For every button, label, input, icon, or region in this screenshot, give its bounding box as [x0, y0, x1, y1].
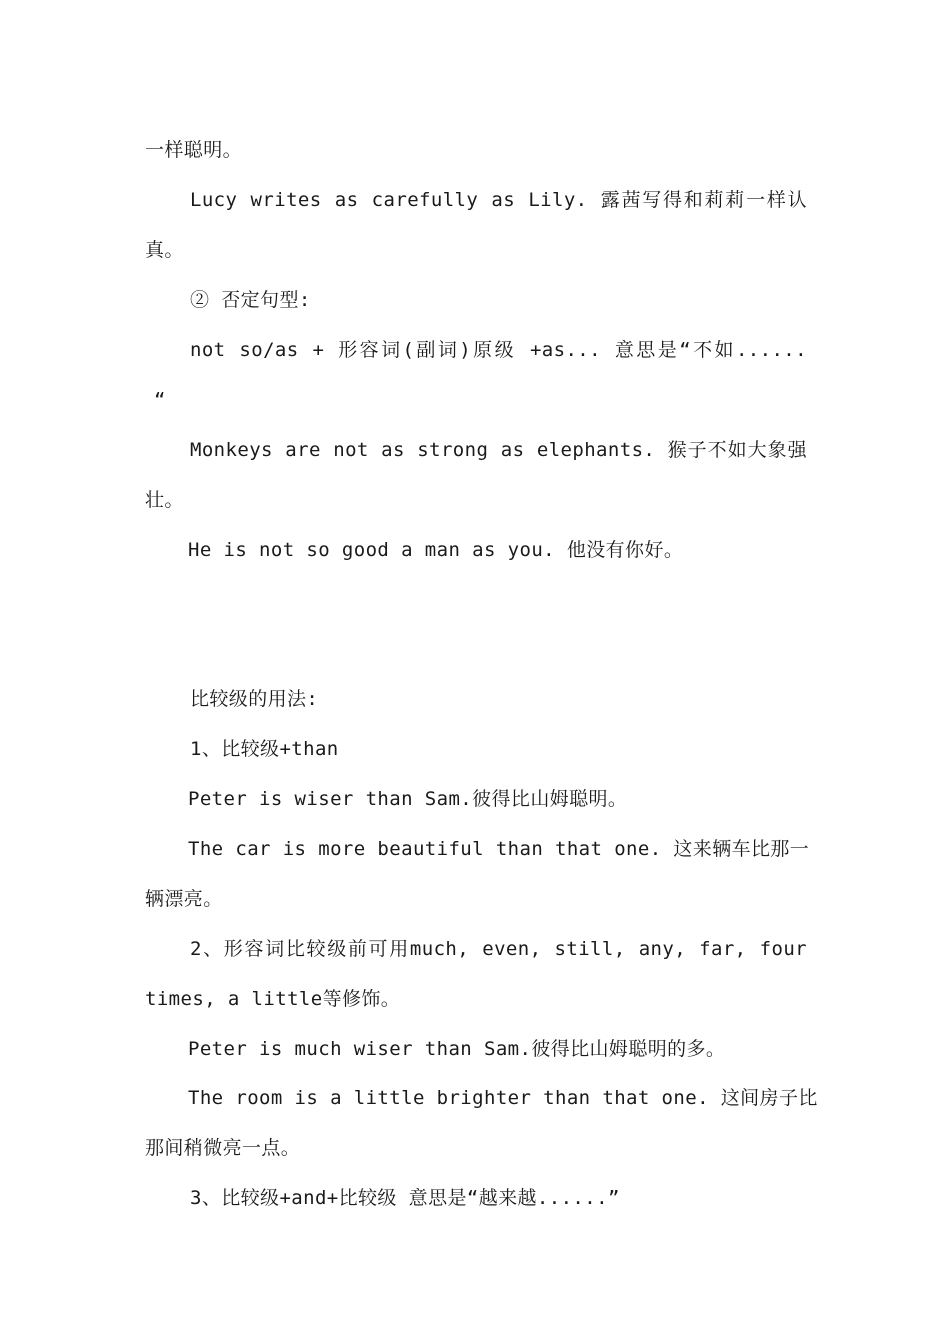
text-line: 那间稍微亮一点。 — [145, 1137, 301, 1159]
text-line: 壮。 — [145, 489, 184, 511]
text-line: 2、形容词比较级前可用much, even, still, any, far, four — [190, 938, 807, 960]
text-line: “ — [154, 389, 166, 411]
text-line: 辆漂亮。 — [145, 888, 223, 910]
section-heading: ② 否定句型: — [190, 289, 311, 311]
text-line: The room is a little brighter than that one. 这间房子比 — [188, 1087, 818, 1109]
text-line: times, a little等修饰。 — [145, 988, 401, 1010]
text-line: Peter is much wiser than Sam.彼得比山姆聪明的多。 — [188, 1038, 726, 1060]
text-line: He is not so good a man as you. 他没有你好。 — [188, 539, 684, 561]
text-line: 一样聪明。 — [145, 139, 243, 161]
text-line: Peter is wiser than Sam.彼得比山姆聪明。 — [188, 788, 628, 810]
text-line: 1、比较级+than — [190, 738, 339, 760]
text-line: The car is more beautiful than that one. 这来辆车比那一 — [188, 838, 810, 860]
text-line: not so/as + 形容词(副词)原级 +as... 意思是“不如...... — [190, 339, 807, 361]
text-line: 3、比较级+and+比较级 意思是“越来越......” — [190, 1187, 620, 1209]
text-line: Monkeys are not as strong as elephants. 猴子不如大象强 — [190, 439, 807, 461]
text-line: 真。 — [145, 239, 184, 261]
section-heading: 比较级的用法: — [190, 688, 319, 710]
text-line: Lucy writes as carefully as Lily. 露茜写得和莉莉一样认 — [190, 189, 807, 211]
